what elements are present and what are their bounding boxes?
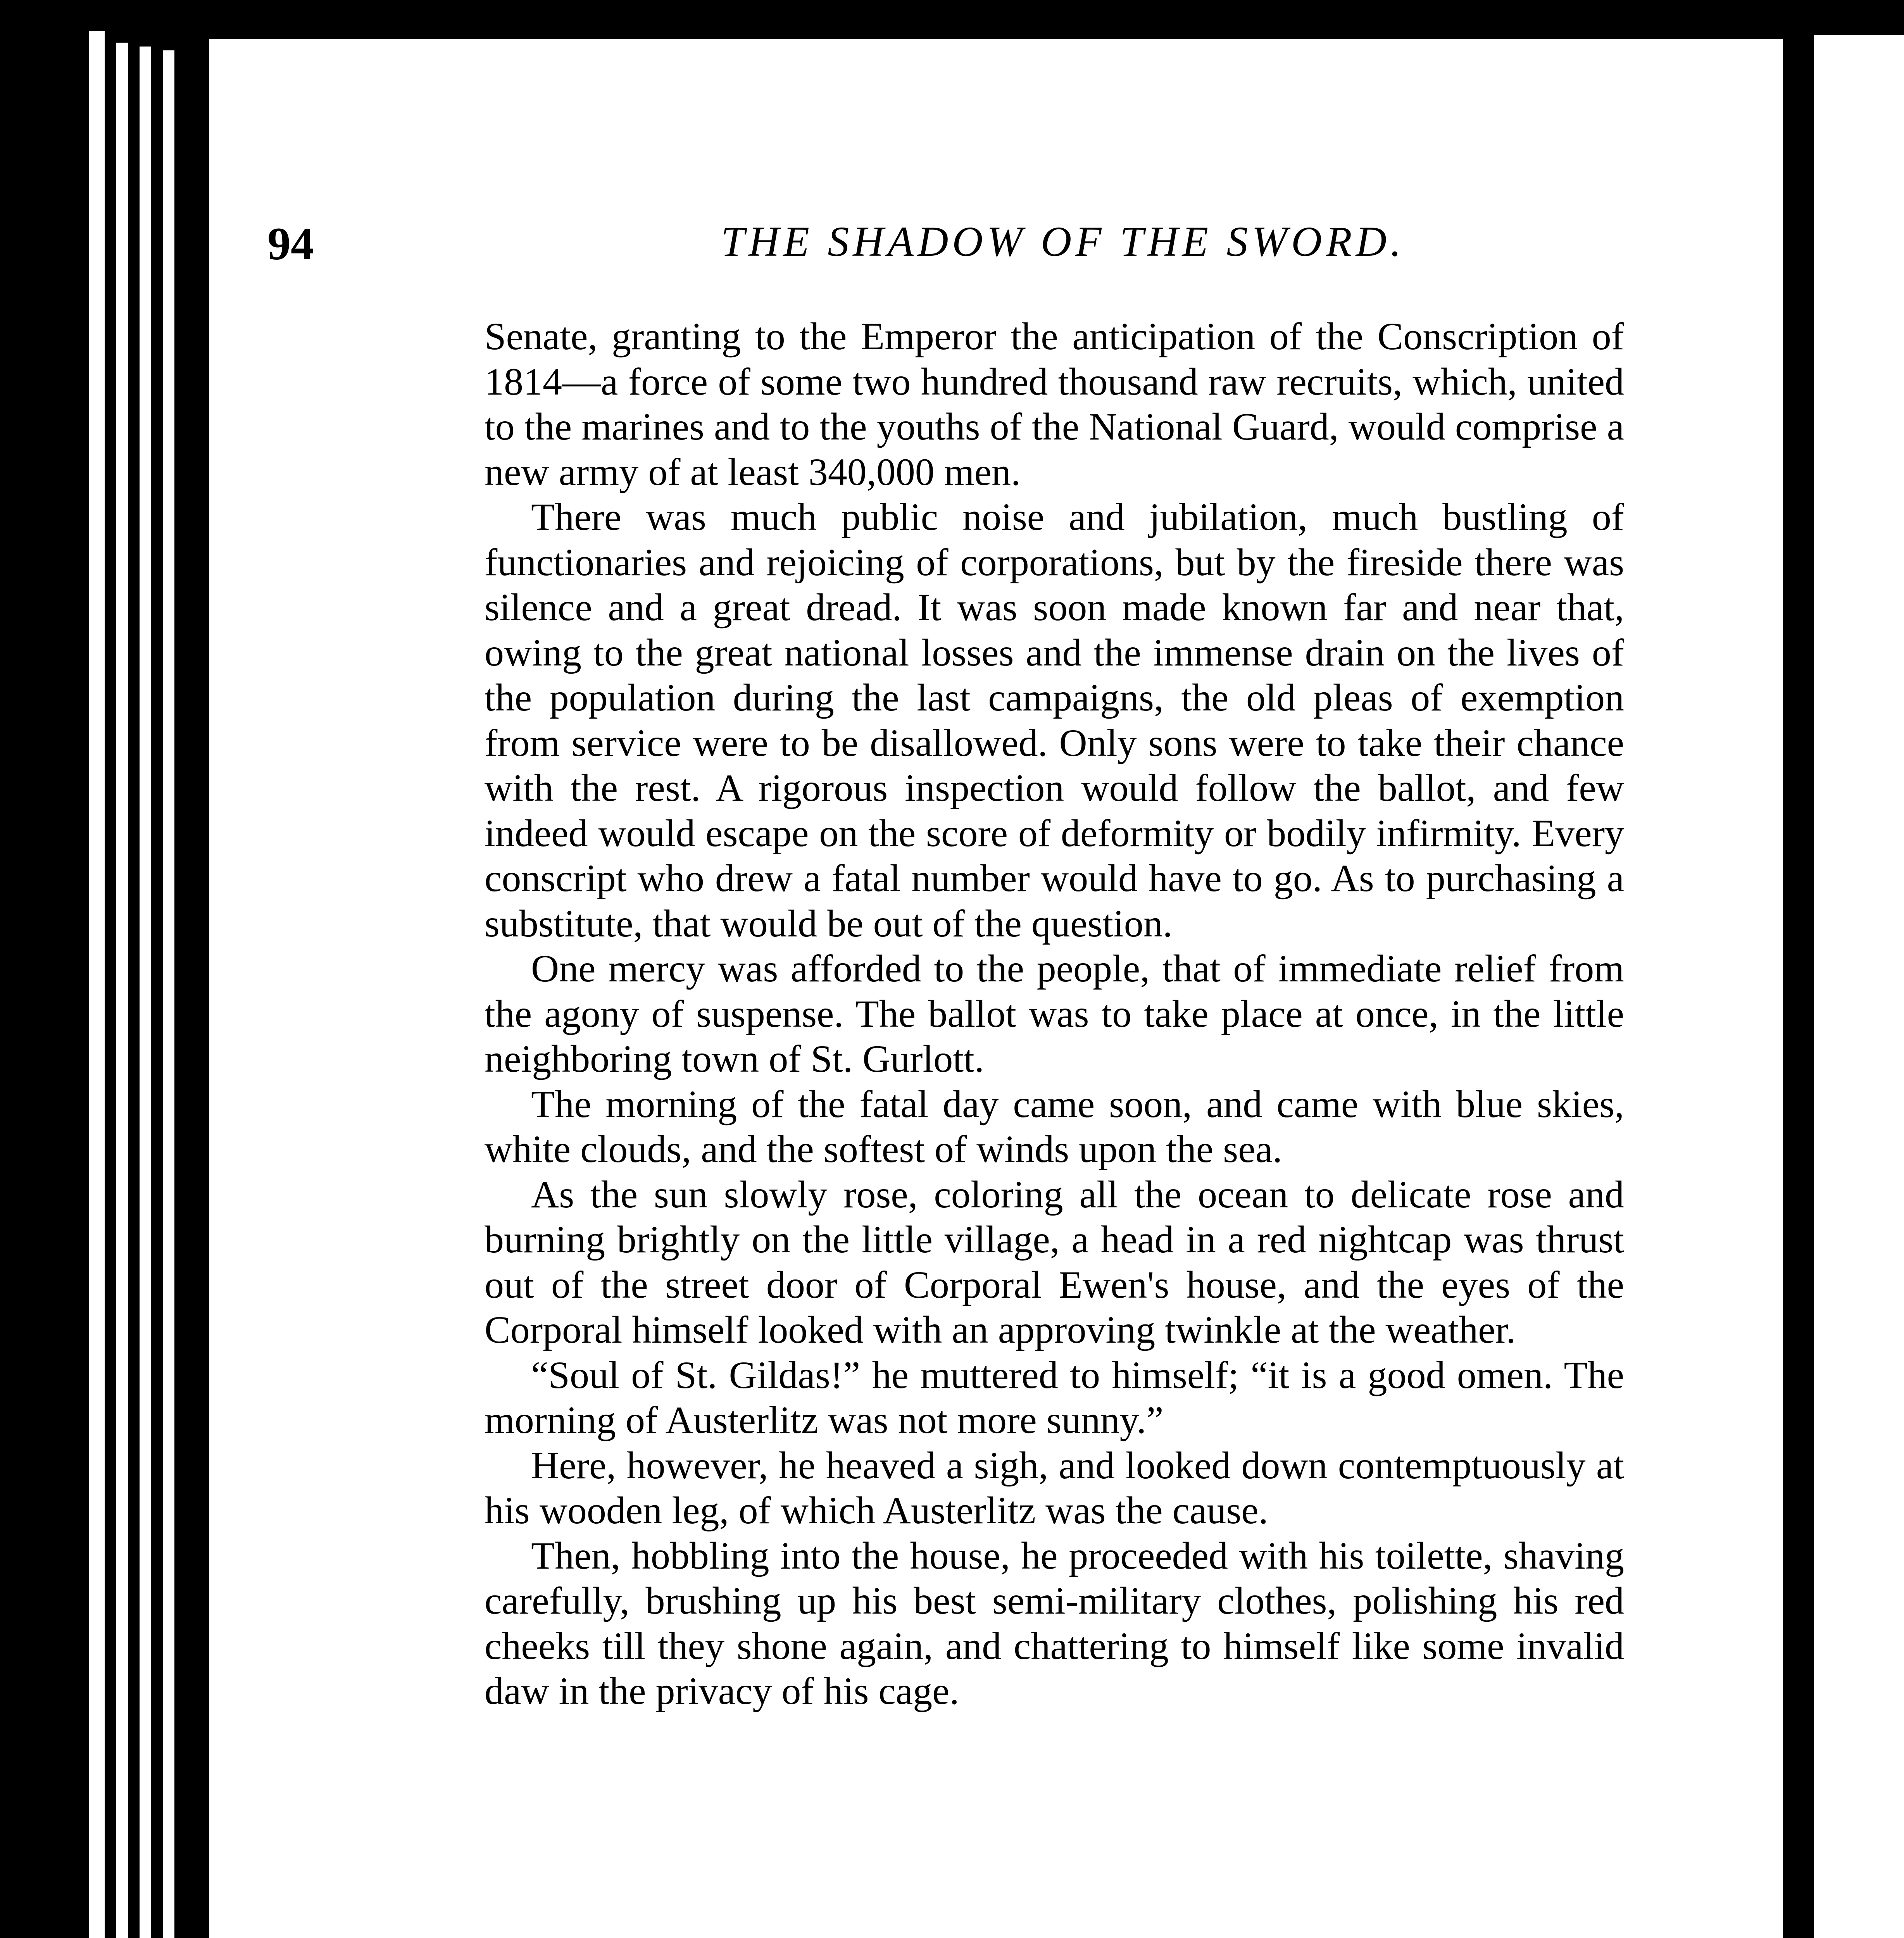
- paragraph: “Soul of St. Gildas!” he muttered to himself; “it is a good omen. The morning of Austerlitz was not more sunny.”: [485, 1353, 1624, 1441]
- running-title: THE SHADOW OF THE SWORD.: [721, 218, 1405, 265]
- facing-page-edge: [1814, 35, 1904, 1938]
- paragraph: The morning of the fatal day came soon, and came with blue skies, white clouds, and the softest of winds upon the sea.: [485, 1082, 1624, 1171]
- paragraph: Here, however, he heaved a sigh, and looked down contemptuously at his wooden leg, of which Austerlitz was the cause.: [485, 1443, 1624, 1532]
- body-text: [485, 314, 1624, 1938]
- page-edge: [140, 47, 151, 1938]
- paragraph: As the sun slowly rose, coloring all the ocean to delicate rose and burning brightly on the little village, a head in a red nightcap was thrust out of the street door of Corporal Ewen's house, and the eyes of the Corporal himself looked with an approving twinkle at the weather.: [485, 1172, 1624, 1351]
- page-edge: [163, 50, 174, 1938]
- page-header: [267, 217, 1469, 275]
- page-number: 94: [267, 218, 314, 269]
- page-edge: [116, 43, 128, 1938]
- paragraph: There was much public noise and jubilation, much bustling of functionaries and rejoicing of corporations, but by the fireside there was silence and a great dread. It was soon made known far and near that, owing to the great national losses and the immense drain on the lives of the population during the last campaigns, the old pleas of exemption from service were to be disallowed. Only sons were to take their chance with the rest. A rigorous inspection would follow the ballot, and few indeed would escape on the score of deformity or bodily infirmity. Every conscript who drew a fatal number would have to go. As to purchasing a substitute, that would be out of the question.: [485, 495, 1624, 945]
- paragraph: Then, hobbling into the house, he proceeded with his toilette, shaving carefully, brushing up his best semi-military clothes, polishing his red cheeks till they shone again, and chattering to himself like some invalid daw in the privacy of his cage.: [485, 1534, 1624, 1712]
- page-edge: [89, 31, 105, 1938]
- paragraph: One mercy was afforded to the people, that of immediate relief from the agony of suspense. The ballot was to take place at once, in the little neighboring town of St. Gurlott.: [485, 947, 1624, 1080]
- paragraph: Senate, granting to the Emperor the anticipation of the Conscription of 1814—a force of some two hundred thousand raw recruits, which, united to the marines and to the youths of the National Guard, would comprise a new army of at least 340,000 men.: [485, 315, 1624, 493]
